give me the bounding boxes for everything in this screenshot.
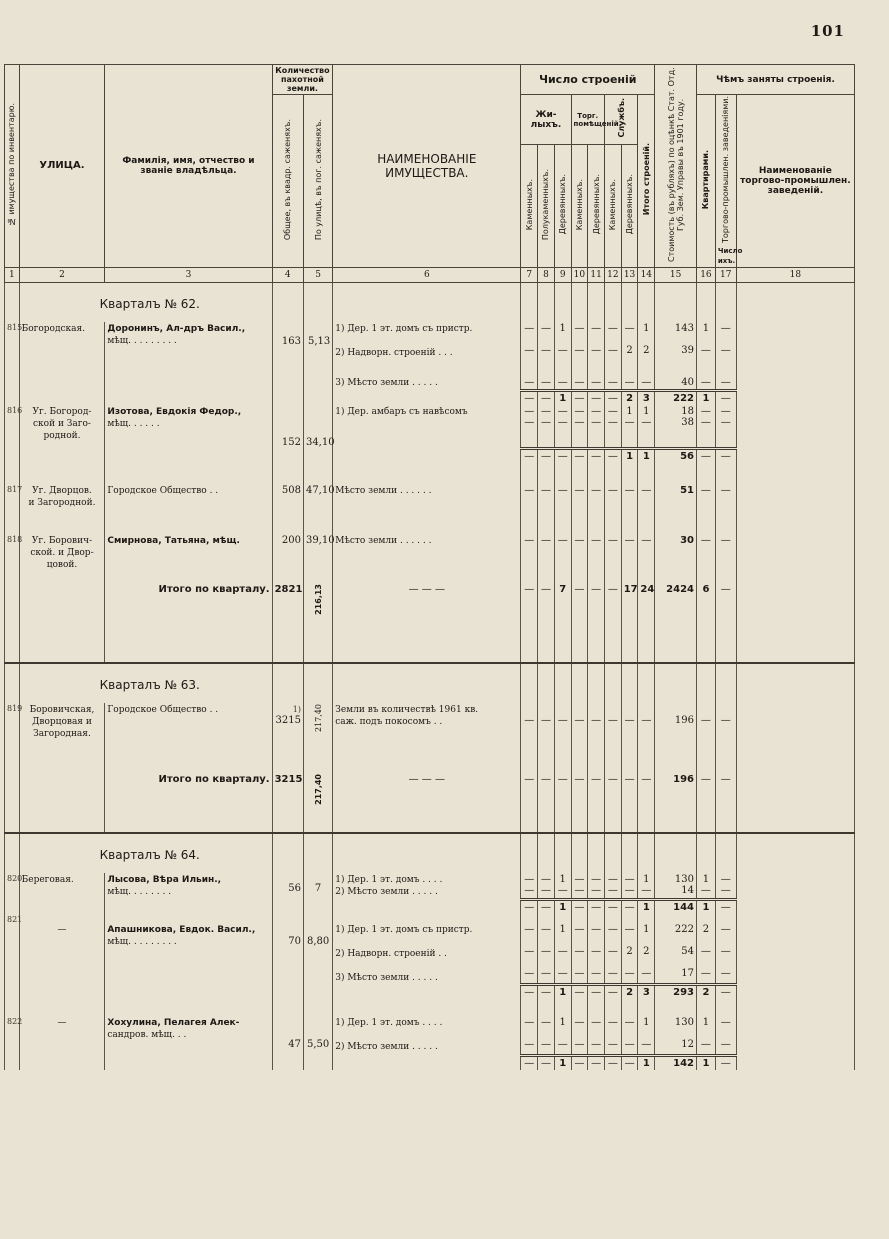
header-buildings: Число строеній — [521, 65, 655, 95]
header-occupied: Чѣмъ заняты строенія. — [697, 65, 855, 95]
value-cell: 40 — [655, 376, 697, 391]
land-street: 8,80 — [303, 914, 332, 985]
value-sum: 293 — [655, 985, 697, 1000]
owner-name: Лысова, Вѣра Ильин., мѣщ. . . . . . . . — [105, 873, 272, 899]
header-halfstone: Полукаменныхъ. — [538, 145, 555, 268]
land-total: 1) 3215 — [272, 703, 303, 773]
street-name: Боровичская, Дворцовая и Загородная. — [19, 703, 105, 773]
header-land-total: Общее, въ квадр. саженяхъ. — [272, 95, 303, 268]
value-sum: 144 — [655, 899, 697, 914]
inventory-number: 820 — [5, 873, 20, 899]
inventory-number: 815 — [5, 322, 20, 376]
value-cell: 143 39 — [655, 322, 697, 376]
header-inventory-no: № имущества по инвентарю. — [5, 65, 20, 268]
quarter-total-value: 2424 — [655, 583, 697, 641]
value-cell: 30 — [655, 521, 697, 583]
inventory-number: 822 — [5, 999, 20, 1055]
colnum: 18 — [736, 267, 854, 282]
colnum: 7 — [521, 267, 538, 282]
header-trade-establishments: Торгово-промышлен. заведеніями. Число ихъ. — [715, 95, 736, 268]
header-property-name: НАИМЕНОВАНІЕ ИМУЩЕСТВА. — [333, 65, 521, 268]
value-sum: 56 — [655, 449, 697, 464]
street-name: Уг. Богород- ской и Заго- родной. — [19, 405, 105, 449]
colnum: 1 — [5, 267, 20, 282]
colnum: 3 — [105, 267, 272, 282]
value-cell: 18 38 — [655, 405, 697, 449]
quarter-total-label: Итого по кварталу. — [105, 773, 272, 833]
colnum: 16 — [697, 267, 716, 282]
street-name: Уг. Дворцов. и Загородной. — [19, 463, 105, 521]
land-total: 163 — [272, 322, 303, 376]
header-stone-2: Каменныхъ. — [571, 145, 588, 268]
street-name: Уг. Борович- ской. и Двор- цовой. — [19, 521, 105, 583]
value-cell: 130 14 — [655, 873, 697, 899]
header-land-street: По улицѣ, въ пог. саженяхъ. — [303, 95, 332, 268]
quarter-title: Кварталъ № 62. — [19, 282, 272, 322]
property-items — [333, 322, 521, 376]
colnum: 11 — [588, 267, 605, 282]
header-residential: Жи-лыхъ. — [521, 95, 571, 145]
quarter-total-length: 217,40 — [303, 773, 332, 833]
street-name: — — [19, 914, 105, 985]
property-item: Земли въ количествѣ 1961 кв. саж. подъ покосомъ . . — [333, 703, 521, 773]
colnum: 13 — [621, 267, 638, 282]
colnum: 6 — [333, 267, 521, 282]
owner-name: Хохулина, Пелагея Алек- сандров. мѣщ. . . — [105, 999, 272, 1055]
header-wood-2: Деревянныхъ. — [588, 145, 605, 268]
header-street: УЛИЦА. — [19, 65, 105, 268]
page-number: 101 — [810, 22, 845, 40]
header-apartments: Квартирами. — [697, 95, 716, 268]
property-items: 1) Дер. 1 эт. домъ . . . . 2) Мѣсто земли . . . . . — [333, 873, 521, 899]
land-street: 217,40 — [303, 703, 332, 773]
land-street: 34,10 — [303, 405, 332, 449]
quarter-total-area: 2821 — [272, 583, 303, 641]
value-cell: 51 — [655, 463, 697, 521]
inventory-number: 817 — [5, 463, 20, 521]
property-items: 1) Дер. 1 эт. домъ съ пристр. 2) Надворн. строеній . . 3) Мѣсто земли . . . . . — [333, 914, 521, 985]
inventory-number: 819 — [5, 703, 20, 773]
value-cell: 130 12 — [655, 999, 697, 1055]
land-total: 47 — [272, 999, 303, 1055]
value-cell: 196 — [655, 703, 697, 773]
header-trade: Торг. помѣщеній. — [571, 95, 604, 145]
colnum: 2 — [19, 267, 105, 282]
land-total: 508 — [272, 463, 303, 521]
quarter-total-dash: — — — — [333, 773, 521, 833]
header-establishment-name: Наименованіе торгово-промышлен. заведеній. — [736, 95, 854, 268]
colnum: 5 — [303, 267, 332, 282]
property-items: 1) Дер. 1 эт. домъ . . . . 2) Мѣсто земли . . . . . — [333, 999, 521, 1055]
street-name: — — [19, 999, 105, 1055]
header-wood-1: Деревянныхъ. — [554, 145, 571, 268]
land-total: 70 — [272, 914, 303, 985]
quarter-total-value: 196 — [655, 773, 697, 833]
quarter-total-area: 3215 — [272, 773, 303, 833]
owner-name: Смирнова, Татьяна, мѣщ. — [105, 521, 272, 583]
header-wood-3: Деревянныхъ. — [621, 145, 638, 268]
colnum: 9 — [554, 267, 571, 282]
property-item: Мѣсто земли . . . . . . — [333, 463, 521, 521]
quarter-total-label: Итого по кварталу. — [105, 583, 272, 641]
header-stone-3: Каменныхъ. — [604, 145, 621, 268]
property-ledger-table: № имущества по инвентарю. УЛИЦА. Фамилія, имя, отчество и званіе владѣльца. Количество пахотной земли. НАИМЕНОВАНІЕ ИМУЩЕСТВА. Число строеній Стоимость (въ рубляхъ) по оцѣнкѣ Стат. Отд. Губ. Зем. Управы въ 1901 году. Чѣмъ заняты строенія. Общее, въ квадр. саженяхъ. По улицѣ, въ пог. саженяхъ. Жи-лыхъ. Торг. помѣщеній. Службъ. Итого строеній. Квартирами. Торгово-промышлен. заведеніями. Число ихъ. Наименованіе торгово-промышлен. заведеній. Каменныхъ. Полукаменныхъ. Деревянныхъ. Каменныхъ. Деревянныхъ. Каменныхъ. Деревянныхъ. 1 2 3 4 5 6 7 8 9 10 11 12 13 14 15 16 17 18 Кварталъ № 62. 815 Богородская. Доронинъ, Ал-дръ Васил., мѣщ. . . . . . . . . 163 5,13 1) Дер. 1 эт. домъ съ пристр. 2) Надворн. строеній . . . — — — — 1 — — — — — — — — 2 1 2 143 39 1 — — — 3) Мѣсто земли . . . . . — — — — — — — — 40 — — — — 1 — — — 2 3 222 1 — 816 Уг. Богород- ской и Заго- родной. Изотова, Евдокія Федор., мѣщ. . . . . . 152 34,10 1) Дер. амбаръ съ навѣсомъ — — — — — — — — — — — — 1 — 1 — 18 38 — — — — — — — — — — 1 1 56 — — 817 Уг. Дворцов. и Загородной. Городское Общество . . 508 47,10 Мѣсто земли . . . . . . — — — — — — — — 51 — — 818 Уг. Борович- ской. и Двор- цовой. Смирнова, Татьяна, мѣщ. 200 39,10 Мѣсто земли . . . . . . — — — — — — — — 30 — — Итого по кварталу. 2821 216,13 — — — — — 7 — — — 17 24 2424 6 — Кварталъ № 63. 819 Боровичская, Дворцовая и Загородная. Городское Общество . . 1) 3215 217,40 Земли въ количествѣ 1961 кв. саж. подъ покосомъ . . — — — — — — — — 196 — — Итого по кварталу. 3215 217,40 — — — — — — — — — — — 196 — — Кварталъ № 64. 820 Береговая. Лысова, Вѣра Ильин., мѣщ. . . . . . . . 56 7 1) Дер. 1 эт. домъ . . . . 2) Мѣсто земли . . . . . — — — — 1 — — — — — — — — — 1 — 130 14 1 — — — — — 1 — — — — 1 144 1 — 821 — Апашникова, Евдок. Васил., мѣщ. . . . . . . . . 70 8,80 1) Дер. 1 эт. домъ съ пристр. 2) Надворн. строеній . . 3) Мѣсто земли . . . . . — — — — — — 1 — — — — — — — — — — — — 2 — 1 2 — 222 54 17 2 — — — — — — — 1 — — — 2 3 293 2 — 822 — Хохулина, Пелагея Алек- сандров. мѣщ. . . 47 5,50 1) Дер. 1 эт. домъ . . . . 2) Мѣсто земли . . . . . — — — — 1 — — — — — — — — — 1 — 130 12 1 — — — — — 1 — — — — 1 142 1 — — [4, 64, 855, 1070]
header-service: Службъ. — [604, 95, 637, 145]
colnum: 14 — [638, 267, 655, 282]
quarter-total-length: 216,13 — [303, 583, 332, 641]
street-name: Богородская. — [19, 322, 105, 376]
inventory-number: 821 — [5, 914, 20, 985]
land-total: 56 — [272, 873, 303, 899]
property-item: 1) Дер. амбаръ съ навѣсомъ — [333, 405, 521, 449]
header-owner: Фамилія, имя, отчество и званіе владѣльца. — [105, 65, 272, 268]
colnum: 8 — [538, 267, 555, 282]
value-sum: 142 — [655, 1055, 697, 1070]
quarter-title: Кварталъ № 63. — [19, 663, 272, 703]
quarter-total-dash: — — — — [333, 583, 521, 641]
owner-name — [105, 322, 272, 376]
land-total: 200 — [272, 521, 303, 583]
land-street: 5,50 — [303, 999, 332, 1055]
property-item: Мѣсто земли . . . . . . — [333, 521, 521, 583]
header-stone-1: Каменныхъ. — [521, 145, 538, 268]
value-sum: 222 — [655, 390, 697, 405]
land-street: 39,10 — [303, 521, 332, 583]
owner-name: Городское Общество . . — [105, 463, 272, 521]
property-item: 2) Надворн. строеній . . . — [335, 347, 453, 358]
street-name: Береговая. — [19, 873, 105, 899]
property-item: 1) Дер. 1 эт. домъ съ пристр. — [335, 323, 473, 334]
colnum: 10 — [571, 267, 588, 282]
land-street: 7 — [303, 873, 332, 899]
owner-line: мѣщ. . . . . . . . . — [107, 335, 177, 346]
land-street: 47,10 — [303, 463, 332, 521]
land-street: 5,13 — [303, 322, 332, 376]
property-item: 3) Мѣсто земли . . . . . — [333, 376, 521, 391]
inventory-number: 816 — [5, 405, 20, 449]
owner-line: Доронинъ, Ал-дръ Васил., — [107, 323, 246, 334]
owner-name: Апашникова, Евдок. Васил., мѣщ. . . . . . . . . — [105, 914, 272, 985]
colnum: 12 — [604, 267, 621, 282]
owner-name: Изотова, Евдокія Федор., мѣщ. . . . . . — [105, 405, 272, 449]
land-total: 152 — [272, 405, 303, 449]
colnum: 17 — [715, 267, 736, 282]
colnum: 15 — [655, 267, 697, 282]
header-land: Количество пахотной земли. — [272, 65, 333, 95]
header-value: Стоимость (въ рубляхъ) по оцѣнкѣ Стат. Отд. Губ. Зем. Управы въ 1901 году. — [655, 65, 697, 268]
header-total-buildings: Итого строеній. — [638, 95, 655, 268]
colnum: 4 — [272, 267, 303, 282]
quarter-title: Кварталъ № 64. — [19, 833, 272, 873]
inventory-number: 818 — [5, 521, 20, 583]
owner-name: Городское Общество . . — [105, 703, 272, 773]
value-cell: 222 54 17 — [655, 914, 697, 985]
